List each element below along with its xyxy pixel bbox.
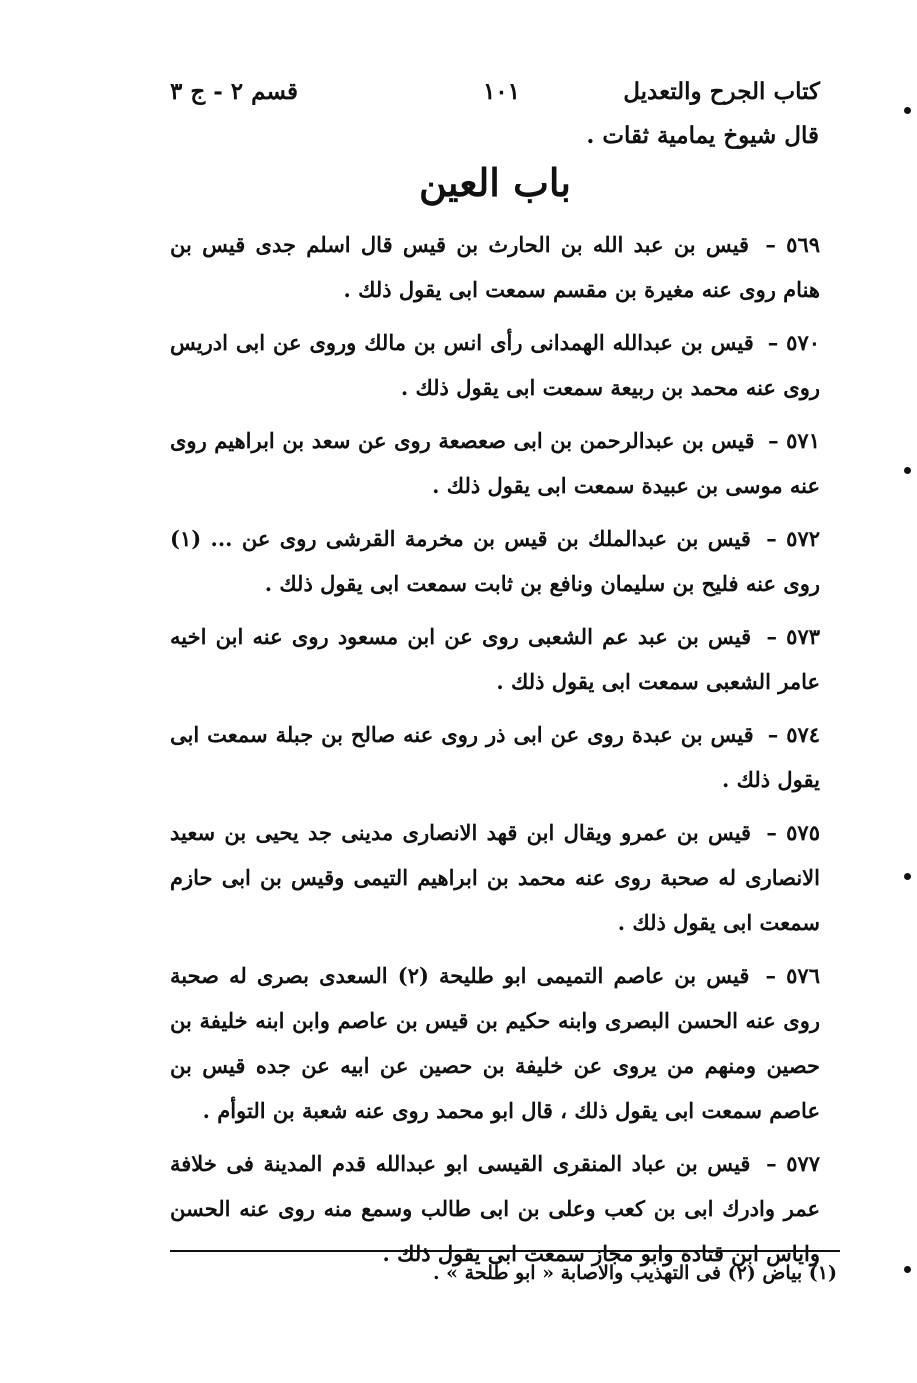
entry-text: قيس بن عمرو ويقال ابن قهد الانصارى مدينى جد يحيى بن سعيد الانصارى له صحبة روى عنه محمد بن ابراهيم التيمى وقيس بن ابى حازم سمعت ابى يقول ذلك . bbox=[170, 820, 820, 935]
footnote: (١) بياض (٢) فى التهذيب والاصابة « ابو طلحة » . bbox=[432, 1262, 837, 1284]
page-number: ١٠١ bbox=[482, 78, 520, 105]
entry-text: قيس بن عبد الله بن الحارث بن قيس قال اسلم جدى قيس بن هنام روى عنه مغيرة بن مقسم سمعت ابى يقول ذلك . bbox=[170, 232, 820, 302]
entry-number: ٥٧٦ – bbox=[765, 963, 820, 988]
margin-dot bbox=[904, 1266, 911, 1273]
entry-number: ٥٧١ – bbox=[768, 428, 820, 453]
entry-573 bbox=[170, 614, 820, 704]
carry-over-line: قال شيوخ يمامية ثقات . bbox=[586, 122, 819, 149]
entry-number: ٥٧٥ – bbox=[766, 820, 820, 845]
entry-number: ٥٧٧ – bbox=[766, 1151, 821, 1176]
entry-number: ٥٧٣ – bbox=[766, 624, 821, 649]
book-title: كتاب الجرح والتعديل bbox=[623, 78, 820, 105]
entry-574 bbox=[170, 712, 820, 802]
entry-text: قيس بن عبدالملك بن قيس بن مخرمة القرشى روى عن ... (١) روى عنه فليح بن سليمان ونافع بن ثابت سمعت ابى يقول ذلك . bbox=[170, 526, 820, 596]
entry-575 bbox=[170, 810, 820, 945]
chapter-title: باب العين bbox=[418, 160, 572, 205]
entry-text: قيس بن عبدة روى عن ابى ذر روى عنه صالح بن جبلة سمعت ابى يقول ذلك . bbox=[170, 722, 820, 792]
entry-text: قيس بن عبدالرحمن بن ابى صعصعة روى عن سعد بن ابراهيم روى عنه موسى بن عبيدة سمعت ابى يقول ذلك . bbox=[170, 428, 820, 498]
entry-text: قيس بن عبدالله الهمدانى رأى انس بن مالك وروى عن ابى ادريس روى عنه محمد بن ربيعة سمعت ابى يقول ذلك . bbox=[170, 330, 820, 400]
entry-571 bbox=[170, 418, 820, 508]
footnote-divider bbox=[170, 1250, 840, 1252]
entry-number: ٥٦٩ – bbox=[765, 232, 821, 257]
entry-569 bbox=[170, 222, 820, 312]
entries-list bbox=[170, 222, 820, 1284]
entry-570 bbox=[170, 320, 820, 410]
entry-text: قيس بن عبد عم الشعبى روى عن ابن مسعود روى عنه ابن اخيه عامر الشعبى سمعت ابى يقول ذلك . bbox=[170, 624, 820, 694]
entry-576 bbox=[170, 953, 820, 1133]
entry-number: ٥٧٠ – bbox=[767, 330, 821, 355]
entry-number: ٥٧٢ – bbox=[766, 526, 821, 551]
margin-dot bbox=[904, 873, 911, 880]
margin-dot bbox=[904, 107, 911, 114]
section-label: قسم ٢ - ج ٣ bbox=[170, 78, 298, 105]
margin-dot bbox=[904, 467, 911, 474]
entry-text: قيس بن عاصم التميمى ابو طليحة (٢) السعدى بصرى له صحبة روى عنه الحسن البصرى وابنه حكيم بن قيس بن عاصم وابن ابنه خليفة بن حصين ومنهم من يروى عن خليفة بن حصين عن ابيه عن جده قيس بن عاصم سمعت ابى يقول ذلك ، قال ابو محمد روى عنه شعبة بن التوأم . bbox=[170, 963, 820, 1123]
entry-577 bbox=[170, 1141, 820, 1276]
entry-572 bbox=[170, 516, 820, 606]
entry-number: ٥٧٤ – bbox=[767, 722, 821, 747]
running-header bbox=[170, 78, 820, 118]
entry-text: قيس بن عباد المنقرى القيسى ابو عبدالله قدم المدينة فى خلافة عمر وادرك ابى بن كعب وعلى بن ابى طالب وسمع منه روى عنه الحسن واياس ابن قتادة وابو مجاز سمعت ابى يقول ذلك . bbox=[170, 1151, 820, 1266]
